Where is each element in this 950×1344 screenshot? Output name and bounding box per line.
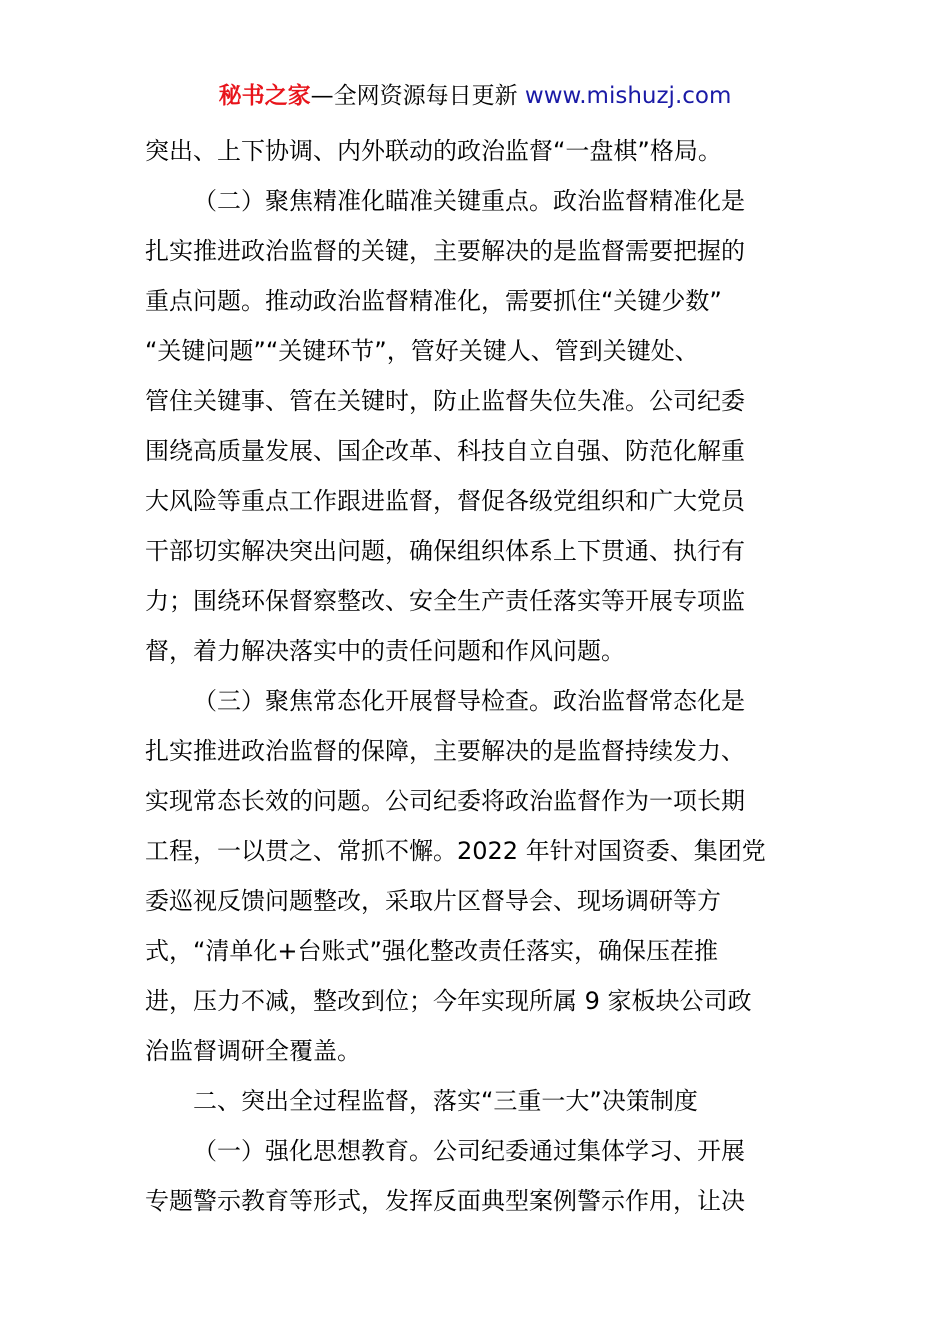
paragraph-line: 大风险等重点工作跟进监督，督促各级党组织和广大党员 xyxy=(145,487,745,515)
chapter-heading: 二、突出全过程监督，落实“三重一大”决策制度 xyxy=(193,1087,698,1115)
paragraph-line: “关键问题”“关键环节”，管好关键人、管到关键处、 xyxy=(145,337,699,365)
paragraph-line: 治监督调研全覆盖。 xyxy=(145,1037,361,1065)
paragraph-line: 督，着力解决落实中的责任问题和作风问题。 xyxy=(145,637,625,665)
document-body xyxy=(145,126,807,1226)
section-heading-line: （三）聚焦常态化开展督导检查。政治监督常态化是 xyxy=(193,687,745,715)
site-brand: 秘书之家 xyxy=(218,83,311,109)
paragraph-line: 工程，一以贯之、常抓不懈。2022 年针对国资委、集团党 xyxy=(145,837,766,865)
paragraph-line: 式，“清单化+台账式”强化整改责任落实，确保压茬推 xyxy=(145,937,718,965)
paragraph-line: 进，压力不减，整改到位；今年实现所属 9 家板块公司政 xyxy=(145,987,752,1015)
watermark-header xyxy=(0,80,950,112)
section-heading-line: （二）聚焦精准化瞄准关键重点。政治监督精准化是 xyxy=(193,187,745,215)
paragraph-line: 实现常态长效的问题。公司纪委将政治监督作为一项长期 xyxy=(145,787,745,815)
paragraph-line: 专题警示教育等形式，发挥反面典型案例警示作用，让决 xyxy=(145,1187,745,1215)
paragraph-line: 委巡视反馈问题整改，采取片区督导会、现场调研等方 xyxy=(145,887,721,915)
paragraph-line: 扎实推进政治监督的保障，主要解决的是监督持续发力、 xyxy=(145,737,745,765)
paragraph-line: 管住关键事、管在关键时，防止监督失位失准。公司纪委 xyxy=(145,387,745,415)
paragraph-line: 围绕高质量发展、国企改革、科技自立自强、防范化解重 xyxy=(145,437,745,465)
paragraph-line: 力；围绕环保督察整改、安全生产责任落实等开展专项监 xyxy=(145,587,745,615)
site-slogan: —全网资源每日更新 xyxy=(310,83,518,109)
paragraph-line: 重点问题。推动政治监督精准化，需要抓住“关键少数” xyxy=(145,287,722,315)
paragraph-line: 扎实推进政治监督的关键，主要解决的是监督需要把握的 xyxy=(145,237,745,265)
paragraph-line: 干部切实解决突出问题，确保组织体系上下贯通、执行有 xyxy=(145,537,745,565)
section-heading-line: （一）强化思想教育。公司纪委通过集体学习、开展 xyxy=(193,1137,745,1165)
site-url[interactable]: www.mishuzj.com xyxy=(524,83,732,109)
paragraph-line: 突出、上下协调、内外联动的政治监督“一盘棋”格局。 xyxy=(145,137,722,165)
